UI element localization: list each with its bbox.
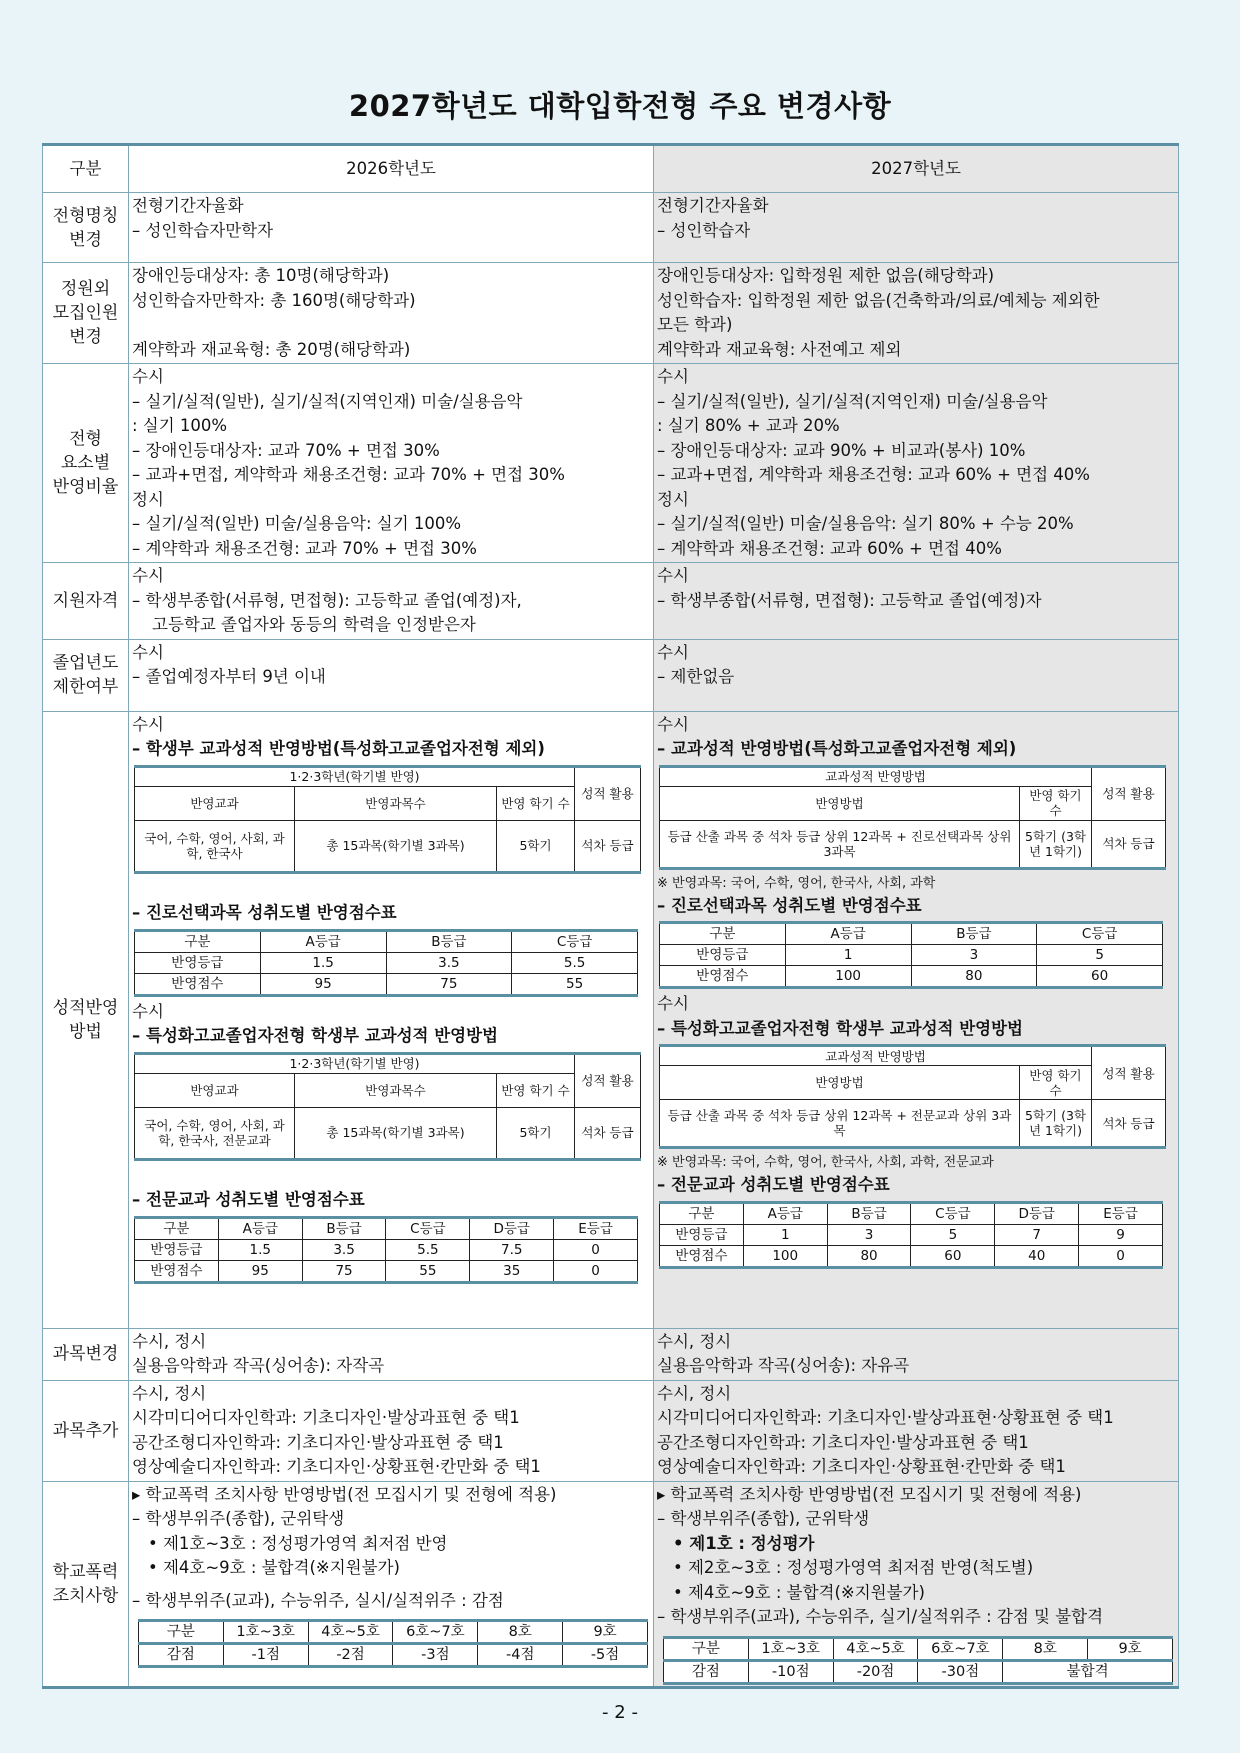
table-cell: 3.5	[302, 1239, 386, 1260]
table-cell: 5	[911, 1224, 995, 1245]
table-cell: 석차 등급	[575, 1107, 641, 1159]
row-label: 지원자격	[43, 563, 129, 640]
cell-2026: 수시 – 졸업예정자부터 9년 이내	[129, 639, 654, 711]
table-cell: 1	[785, 945, 911, 966]
table-cell: 3.5	[386, 952, 512, 973]
table-cell: 총 15과목(학기별 3과목)	[295, 820, 497, 872]
header-2026: 2026학년도	[129, 145, 654, 193]
table-cell: 9호	[563, 1621, 648, 1644]
row-label: 과목변경	[43, 1328, 129, 1380]
cell-2027: 수시 – 교과성적 반영방법(특성화고교졸업자전형 제외) 교과성적 반영방법 성적 활용 반영방법 반영 학기 수 등급 산출 과목 중 석차 등급 상위 12과목 + 진로선택과목 상위 3과목 5학기 (3학년 1학기) 석차 등급 ※ 반영과목: 국어, 수학, 영어, 한국사, 사회, 과학 – 진로선택과목 성취도별 반영점수표 구분 A등급 B등급 C등급 반영등급 1 3 5 반영점수 100 80 60 수시 – 특성화고교졸업자전형 학생부 교과성적 반영방법 교과성적 반영방법 성적 활용 반영방법 반영 학기 수 등급 산출 과목 중 석차 등급 상위 12과목 + 전문교과 상위 3과목 5학기 (3학년 1학기) 석차 등급 ※ 반영과목: 국어, 수학, 영어, 한국사, 사회, 과학, 전문교과 – 전문교과 성취도별 반영점수표 구분 A등급 B등급 C등급 D등급 E등급 반영등급 1 3 5 7 9 반영점수 100 80 60 40 0	[654, 711, 1179, 1328]
table-cell: 총 15과목(학기별 3과목)	[295, 1107, 497, 1159]
table-cell: -5점	[563, 1644, 648, 1667]
table-cell: 6호~7호	[393, 1621, 478, 1644]
table-cell: 반영점수	[660, 1245, 744, 1267]
header-2027: 2027학년도	[654, 145, 1179, 193]
row-name-change	[43, 193, 1179, 263]
table-cell: 3	[911, 945, 1037, 966]
table-cell: C등급	[386, 1217, 470, 1239]
table-cell: E등급	[554, 1217, 638, 1239]
table-cell: 반영과목수	[295, 1073, 497, 1107]
table-cell: 9호	[1088, 1637, 1173, 1660]
row-label: 정원외 모집인원 변경	[43, 263, 129, 364]
table-cell: -1점	[223, 1644, 308, 1667]
table-cell: 반영방법	[660, 1066, 1020, 1100]
table-cell: 95	[218, 1260, 302, 1282]
table-cell: 9	[1079, 1224, 1163, 1245]
cell-2026: ▸ 학교폭력 조치사항 반영방법(전 모집시기 및 전형에 적용) – 학생부위주(종합), 군위탁생 • 제1호~3호 : 정성평가영역 최저점 반영 • 제4호~9호 : 불합격(※지원불가) – 학생부위주(교과), 수능위주, 실시/실적위주 : 감점 구분 1호~3호 4호~5호 6호~7호 8호 9호 감점 -1점 -2점 -3점 -4점 -5점	[129, 1481, 654, 1687]
table-cell: 75	[386, 973, 512, 995]
table-cell: 감점	[664, 1660, 749, 1683]
header-category: 구분	[43, 145, 129, 193]
deduction-table-2027	[663, 1636, 1173, 1685]
table-cell: 5.5	[512, 952, 638, 973]
table-cell: A등급	[785, 923, 911, 945]
table-cell: 석차 등급	[1092, 1100, 1166, 1148]
table-cell: B등급	[827, 1202, 911, 1224]
row-quota-change	[43, 263, 1179, 364]
row-ratio	[43, 364, 1179, 563]
table-cell: 성적 활용	[1092, 766, 1166, 820]
table-cell: 7	[995, 1224, 1079, 1245]
cell-2027: 수시 – 실기/실적(일반), 실기/실적(지역인재) 미술/실용음악 : 실기 80% + 교과 20% – 장애인등대상자: 교과 90% + 비교과(봉사) 10% – 교과+면접, 계약학과 채용조건형: 교과 60% + 면접 40% 정시 – 실기/실적(일반) 미술/실용음악: 실기 80% + 수능 20% – 계약학과 채용조건형: 교과 60% + 면접 40%	[654, 364, 1179, 563]
table-cell: -3점	[393, 1644, 478, 1667]
table-cell: 4호~5호	[308, 1621, 393, 1644]
table-cell: D등급	[995, 1202, 1079, 1224]
row-subject-change	[43, 1328, 1179, 1380]
cell-2026: 수시, 정시 시각미디어디자인학과: 기초디자인·발상과표현 중 택1 공간조형디자인학과: 기초디자인·발상과표현 중 택1 영상예술디자인학과: 기초디자인·상황표현·칸만화 중 택1	[129, 1380, 654, 1481]
table-cell: 등급 산출 과목 중 석차 등급 상위 12과목 + 진로선택과목 상위 3과목	[660, 820, 1020, 868]
table-cell: B등급	[302, 1217, 386, 1239]
changes-table	[42, 143, 1179, 1689]
table-cell: 75	[302, 1260, 386, 1282]
cell-2026: 수시 – 학생부종합(서류형, 면접형): 고등학교 졸업(예정)자, 고등학교 졸업자와 동등의 학력을 인정받은자	[129, 563, 654, 640]
cell-2026: 수시 – 학생부 교과성적 반영방법(특성화고교졸업자전형 제외) 1·2·3학년(학기별 반영) 성적 활용 반영교과 반영과목수 반영 학기 수 국어, 수학, 영어, 사회, 과학, 한국사 총 15과목(학기별 3과목) 5학기 석차 등급 – 진로선택과목 성취도별 반영점수표 구분 A등급 B등급 C등급 반영등급 1.5 3.5 5.5 반영점수 95 75 55 수시 – 특성화고교졸업자전형 학생부 교과성적 반영방법 1·2·3학년(학기별 반영) 성적 활용 반영교과 반영과목수 반영 학기 수 국어, 수학, 영어, 사회, 과학, 한국사, 전문교과 총 15과목(학기별 3과목) 5학기 석차 등급 – 전문교과 성취도별 반영점수표 구분 A등급 B등급 C등급 D등급 E등급 반영등급 1.5 3.5 5.5 7.5 0 반영점수 95 75 55 35 0	[129, 711, 654, 1328]
career-score-table-2026	[134, 929, 638, 997]
table-cell: 5학기 (3학년 1학기)	[1020, 1100, 1092, 1148]
table-cell: 반영 학기 수	[497, 786, 575, 820]
table-cell: 5학기 (3학년 1학기)	[1020, 820, 1092, 868]
table-cell: 반영등급	[660, 1224, 744, 1245]
cell-2027: 수시, 정시 실용음악학과 작곡(싱어송): 자유곡	[654, 1328, 1179, 1380]
table-cell: 1.5	[260, 952, 386, 973]
table-cell: 구분	[660, 923, 786, 945]
table-cell: 반영 학기 수	[1020, 1066, 1092, 1100]
table-cell: 5.5	[386, 1239, 470, 1260]
cell-2027: 수시 – 제한없음	[654, 639, 1179, 711]
vocational-score-table-2026	[134, 1216, 638, 1284]
table-cell: 5학기	[497, 1107, 575, 1159]
table-cell: 감점	[139, 1644, 224, 1667]
table-cell: -10점	[748, 1660, 833, 1683]
table-cell: -2점	[308, 1644, 393, 1667]
table-cell: 석차 등급	[575, 820, 641, 872]
table-cell: E등급	[1079, 1202, 1163, 1224]
table-cell: 석차 등급	[1092, 820, 1166, 868]
cell-2026: 수시, 정시 실용음악학과 작곡(싱어송): 자작곡	[129, 1328, 654, 1380]
vocational-grade-table-2026	[134, 1052, 641, 1161]
table-cell: 0	[554, 1260, 638, 1282]
table-cell: 5학기	[497, 820, 575, 872]
row-school-violence	[43, 1481, 1179, 1687]
table-cell: 55	[512, 973, 638, 995]
table-cell: C등급	[512, 930, 638, 952]
table-cell: 0	[1079, 1245, 1163, 1267]
row-eligibility	[43, 563, 1179, 640]
vocational-grade-table-2027	[659, 1044, 1166, 1149]
row-label: 성적반영 방법	[43, 711, 129, 1328]
table-cell: 80	[827, 1245, 911, 1267]
table-cell: 반영방법	[660, 786, 1020, 820]
cell-2026: 전형기간자율화 – 성인학습자만학자	[129, 193, 654, 263]
table-cell: 60	[911, 1245, 995, 1267]
table-cell: 55	[386, 1260, 470, 1282]
table-cell: C등급	[911, 1202, 995, 1224]
table-cell: 6호~7호	[918, 1637, 1003, 1660]
cell-2027: 수시, 정시 시각미디어디자인학과: 기초디자인·발상과표현·상황표현 중 택1 공간조형디자인학과: 기초디자인·발상과표현 중 택1 영상예술디자인학과: 기초디자인·상황표현·칸만화 중 택1	[654, 1380, 1179, 1481]
table-cell: 반영등급	[660, 945, 786, 966]
table-cell: C등급	[1037, 923, 1163, 945]
table-cell: 구분	[664, 1637, 749, 1660]
table-cell: 반영 학기 수	[497, 1073, 575, 1107]
row-subject-add	[43, 1380, 1179, 1481]
table-cell: 4호~5호	[833, 1637, 918, 1660]
row-label: 과목추가	[43, 1380, 129, 1481]
table-cell: 95	[260, 973, 386, 995]
cell-2027: 전형기간자율화 – 성인학습자	[654, 193, 1179, 263]
table-cell: 국어, 수학, 영어, 사회, 과학, 한국사, 전문교과	[135, 1107, 295, 1159]
vocational-score-table-2027	[659, 1201, 1163, 1269]
row-label: 학교폭력 조치사항	[43, 1481, 129, 1687]
cell-2027: ▸ 학교폭력 조치사항 반영방법(전 모집시기 및 전형에 적용) – 학생부위주(종합), 군위탁생 • 제1호 : 정성평가 • 제2호~3호 : 정성평가영역 최저점 반영(척도별) • 제4호~9호 : 불합격(※지원불가) – 학생부위주(교과), 수능위주, 실기/실적위주 : 감점 및 불합격 구분 1호~3호 4호~5호 6호~7호 8호 9호 감점 -10점 -20점 -30점 불합격	[654, 1481, 1179, 1687]
page-number: - 2 -	[602, 1702, 638, 1723]
table-cell: 교과성적 반영방법	[660, 766, 1092, 786]
table-cell: 반영과목수	[295, 786, 497, 820]
deduction-table-2026	[138, 1619, 648, 1668]
table-cell: 0	[554, 1239, 638, 1260]
cell-2026: 수시 – 실기/실적(일반), 실기/실적(지역인재) 미술/실용음악 : 실기 100% – 장애인등대상자: 교과 70% + 면접 30% – 교과+면접, 계약학과 채용조건형: 교과 70% + 면접 30% 정시 – 실기/실적(일반) 미술/실용음악: 실기 100% – 계약학과 채용조건형: 교과 70% + 면접 30%	[129, 364, 654, 563]
table-cell: 반영등급	[135, 952, 261, 973]
cell-2027: 수시 – 학생부종합(서류형, 면접형): 고등학교 졸업(예정)자	[654, 563, 1179, 640]
grade-table-2026	[134, 765, 641, 874]
table-cell: 8호	[1003, 1637, 1088, 1660]
grade-table-2027	[659, 765, 1166, 870]
row-label: 전형명칭 변경	[43, 193, 129, 263]
table-cell: A등급	[743, 1202, 827, 1224]
table-cell: 교과성적 반영방법	[660, 1046, 1092, 1066]
table-cell: -20점	[833, 1660, 918, 1683]
table-cell: 성적 활용	[575, 766, 641, 820]
table-cell: 3	[827, 1224, 911, 1245]
table-cell: 국어, 수학, 영어, 사회, 과학, 한국사	[135, 820, 295, 872]
cell-2026: 장애인등대상자: 총 10명(해당학과) 성인학습자만학자: 총 160명(해당학과) 계약학과 재교육형: 총 20명(해당학과)	[129, 263, 654, 364]
table-cell: 반영점수	[660, 966, 786, 988]
table-cell: 1호~3호	[223, 1621, 308, 1644]
career-score-table-2027	[659, 921, 1163, 989]
table-cell: -4점	[478, 1644, 563, 1667]
table-cell: 구분	[660, 1202, 744, 1224]
table-cell: 60	[1037, 966, 1163, 988]
table-cell: 구분	[135, 1217, 219, 1239]
row-label: 졸업년도 제한여부	[43, 639, 129, 711]
table-cell: 구분	[135, 930, 261, 952]
table-cell: 반영등급	[135, 1239, 219, 1260]
table-cell: 구분	[139, 1621, 224, 1644]
table-header-row	[43, 145, 1179, 193]
table-cell: 반영점수	[135, 973, 261, 995]
table-cell: 반영점수	[135, 1260, 219, 1282]
row-grade-method	[43, 711, 1179, 1328]
table-cell: 1호~3호	[748, 1637, 833, 1660]
table-cell: 성적 활용	[1092, 1046, 1166, 1100]
table-cell: -30점	[918, 1660, 1003, 1683]
table-cell: 100	[785, 966, 911, 988]
table-cell: 반영 학기 수	[1020, 786, 1092, 820]
table-cell: B등급	[386, 930, 512, 952]
table-cell: 5	[1037, 945, 1163, 966]
table-cell: 7.5	[470, 1239, 554, 1260]
table-cell: 반영교과	[135, 1073, 295, 1107]
table-cell: 100	[743, 1245, 827, 1267]
table-cell: A등급	[218, 1217, 302, 1239]
table-cell: B등급	[911, 923, 1037, 945]
row-graduation-limit	[43, 639, 1179, 711]
row-label: 전형 요소별 반영비율	[43, 364, 129, 563]
table-cell: 1·2·3학년(학기별 반영)	[135, 1053, 575, 1073]
table-cell: 1.5	[218, 1239, 302, 1260]
table-cell: 80	[911, 966, 1037, 988]
table-cell: 1·2·3학년(학기별 반영)	[135, 766, 575, 786]
table-cell: 등급 산출 과목 중 석차 등급 상위 12과목 + 전문교과 상위 3과목	[660, 1100, 1020, 1148]
table-cell: 성적 활용	[575, 1053, 641, 1107]
table-cell: 불합격	[1003, 1660, 1173, 1683]
table-cell: A등급	[260, 930, 386, 952]
table-cell: 반영교과	[135, 786, 295, 820]
page-title: 2027학년도 대학입학전형 주요 변경사항	[348, 89, 892, 123]
table-cell: 40	[995, 1245, 1079, 1267]
table-cell: 1	[743, 1224, 827, 1245]
table-cell: D등급	[470, 1217, 554, 1239]
cell-2027: 장애인등대상자: 입학정원 제한 없음(해당학과) 성인학습자: 입학정원 제한 없음(건축학과/의료/예체능 제외한 모든 학과) 계약학과 재교육형: 사전예고 제외	[654, 263, 1179, 364]
table-cell: 35	[470, 1260, 554, 1282]
table-cell: 8호	[478, 1621, 563, 1644]
